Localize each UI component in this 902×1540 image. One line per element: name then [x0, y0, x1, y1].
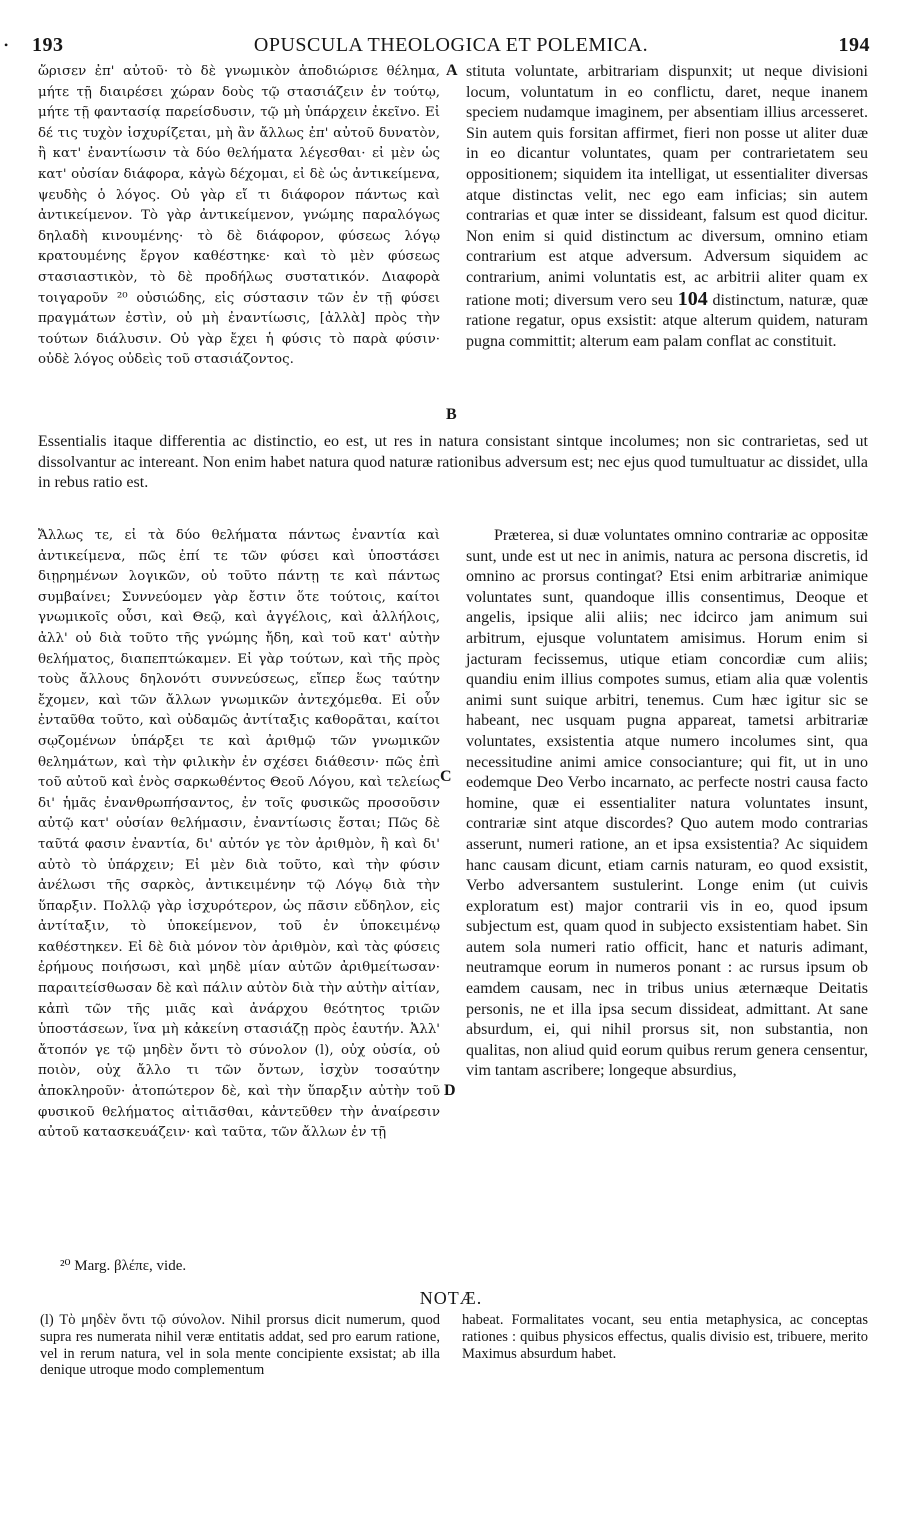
greek-column-bottom: Ἄλλως τε, εἰ τὰ δύο θελήματα πάντως ἐναντία καὶ ἀντικείμενα, πῶς ἐπί τε τῶν φύσει καὶ ὑποστάσει διῃρημένων λογικῶν, οὐ τοῦτο πάντῃ τε καὶ πάντως συμβαίνει; Συννεύομεν γὰρ ἔστιν ὅτε τούτοις, καίτοι γνωμικοῖς οὖσι, καὶ Θεῷ, καὶ ἀγγέλοις, καὶ ἀλλήλοις, ἀλλ' οὐ διὰ τοῦτο τῆς γνώμης ἤδη, καὶ τοῦ κατ' αὐτὴν θελήματος, διαπεπτώκαμεν. Εἰ γὰρ τούτων, καὶ τῆς πρὸς τοὺς ἄλλους δηλονότι συννεύσεως, εἴπερ ἕως ταύτην ἔχομεν, καὶ τῶν ἄλλων γνωμικῶν ἀντεχόμεθα. Εἰ οὖν ἐνταῦθα τοῦτο, καὶ οὐδαμῶς ἀντίταξις καθορᾶται, καίτοι σῳζομένων ὑπάρξει τε καὶ ἀριθμῷ τῶν γνωμικῶν θελημάτων, καὶ τὴν φιλικὴν ἐν σχέσει διάθεσιν· πῶς ἐπὶ τοῦ αὐτοῦ καὶ ἑνὸς σαρκωθέντος Θεοῦ Λόγου, καὶ τελείως δι' ἡμᾶς ἐνανθρωπήσαντος, ἐν τοῖς φυσικῶς προσοῦσιν αὐτῷ κατ' οὐσίαν θελήμασιν, ἐναντίωσις ἔσται; Πῶς δὲ ταῦτά φασιν ἐναντία, δι' αὐτόν γε τὸν ἀριθμὸν, ἢ καὶ δι' αὐτὸ τὸ ὑπάρχειν; Εἰ μὲν διὰ τοῦτο, καὶ τὴν φύσιν ἀνέλωσι τῆς σαρκὸς, ἀντικειμένην τῷ Λόγῳ διὰ τὴν ὕπαρξιν. Πολλῷ γὰρ ἰσχυρότερον, ὡς πᾶσιν εὔδηλον, εἰς ἀντίταξιν, τὸ ὑποκείμενον, τοῦ ἐν ὑποκειμένῳ καθέστηκεν. Εἰ δὲ διὰ μόνον τὸν ἀριθμὸν, καὶ τὰς φύσεις ἐρήμους ποιήσωσι, καὶ μηδὲ μίαν αὐτῶν ἀριθμείτωσαν· παραιτείσθωσαν δὲ καὶ πάλιν αὐτὸν διὰ τὴν αὐτὴν αἰτίαν, κἀπὶ τῶν τῆς μιᾶς καὶ ἀνάρχου θεότητος τριῶν ὑποστάσεων, ἵνα μὴ κἀκείνη στασιάζῃ πρὸς ἑαυτήν. Ἀλλ' ἄτοπόν γε τῷ μηδὲν ὄντι τὸ σύνολον (l), οὐχ οὐσία, οὐ ποιὸν, οὐχ ἄλλο τι τῶν ὄντων, ἰσχὺν τοσαύτην ἀποκληροῦν· ἀτοπώτερον δὲ, καὶ τὴν ὕπαρξιν αὐτὴν τοῦ φυσικοῦ θελήματος αἰτιᾶσθαι, κἀντεῦθεν τὴν ἀναίρεσιν αὐτοῦ κατασκευάζειν· καὶ ταῦτα, τῶν ἄλλων ἐν τῇ — [38, 528, 440, 1141]
latin-top-text-b: distinctum, naturæ, quæ ratione regatur, opus exsistit: atque alterum quidem, naturam pugna committit; alterum eam palam conflat ac constituit. — [466, 291, 868, 350]
latin-column-top — [466, 62, 868, 352]
running-title: OPUSCULA THEOLOGICA ET POLEMICA. — [253, 34, 649, 56]
notes-heading: NOTÆ. — [419, 1288, 483, 1308]
margin-letter-b: B — [446, 406, 457, 423]
latin-top-text-a: stituta voluntate, arbitrariam dispunxit; ut neque divisioni locum, voluntatum in eo conflictu, daret, neque inanem speciem nudamque imaginem, per absentiam illius arcesseret. Sin autem quis forsitan affirmet, fieri non posse ut aliter duæ in eo dicantur voluntates, quam per contrarietatem seu oppositionem; siquidem ita intelligat, ut essentialiter diversas atque distinctas velit, nec ego eam inficias; sin autem contrarias et quæ inter se dissideant, falsum est quod dicitur. Non enim si quid distinctum ac diversum, omnino etiam contrarium est atque adversum. Adversum siquidem ac contrarium, animi voluntatis est, ac arbitrii aliter quam ex ratione moti; diversum vero seu — [466, 63, 868, 309]
full-width-paragraph: Essentialis itaque differentia ac distinctio, eo est, ut res in natura consistant sintque incolumes; non sic contrarietas, sed ut dissolvantur ac intereant. Non enim habet natura quod naturæ rationibus adversum est; nec ejus quod tumultuatur ac dissidet, ulla in rebus ratio est. — [38, 433, 868, 492]
margin-letter-a: A — [446, 62, 458, 79]
note-left-column: (l) Τὸ μηδὲν ὄντι τῷ σύνολον. Nihil prorsus dicit numerum, quod supra res numerata nihil veræ entitatis addat, sed pro earum ratione, vel in rerum natura, vel in sola mente concipiente exsistat; ab illa denique utroque modo complementum — [40, 1312, 440, 1379]
margin-bullet: • — [4, 38, 9, 52]
footnote: ²⁰ Marg. βλέπε, vide. — [60, 1258, 187, 1274]
latin-column-bottom — [466, 526, 868, 1082]
left-page-number: 193 — [32, 34, 64, 56]
greek-column-top: ὥρισεν ἐπ' αὐτοῦ· τὸ δὲ γνωμικὸν ἀποδιώρισε θέλημα, μήτε τῇ διαιρέσει χώραν δοὺς τῷ στασιάζειν ἐν τούτῳ, μήτε τῇ φαντασίᾳ παρείσδυσιν, τῷ μὴ ὑπάρχειν ἐκεῖνο. Εἰ δέ τις τυχὸν ἰσχυρίζεται, μὴ ἂν ἄλλως ἐπ' αὐτοῦ δυνατὸν, ἢ κατ' ἐναντίωσιν τὰ δύο θελήματα λέγεσθαι· εἰ μὲν ὡς κατ' οὐσίαν διάφορα, κἀγὼ δέχομαι, εἰ δὲ ὡς ἀντικείμενα, ψευδὴς ὁ λόγος. Οὐ γὰρ εἴ τι διάφορον πάντως καὶ ἀντικείμενον. Τὸ γὰρ ἀντικείμενον, γνώμης παραλόγως δηλαδὴ κινουμένης· τὸ δὲ διάφορον, φύσεως λόγῳ κρατουμένης ἔργον καθέστηκε· καὶ τὸ μὲν φύσεως στασιαστικὸν, τὸ δὲ προδήλως συστατικόν. Διαφορὰ τοιγαροῦν ²⁰ οὐσιώδης, εἰς σύστασιν τῶν ἐν τῇ φύσει πραγμάτων ἐστὶν, οὐ μὴ ἐναντίωσις, [ἀλλὰ] πρὸς τὴν τούτων διάλυσιν. Οὐ γὰρ ἔχει ἡ φύσις τὸ παρὰ φύσιν· οὐδὲ λόγος οὐδεὶς τοῦ στασιάζοντος. — [38, 64, 440, 368]
migne-column-number: 104 — [677, 287, 708, 310]
right-page-number: 194 — [838, 34, 870, 56]
note-right-column: habeat. Formalitates vocant, seu entia metaphysica, ac conceptas rationes : quibus physicos effectus, qualis divisio est, tribuere, merito Maximus absurdum habet. — [462, 1312, 868, 1362]
latin-bottom-text: Præterea, si duæ voluntates omnino contrariæ ac oppositæ sunt, unde est ut nec in animis, natura ac persona discretis, id omnino ac prorsus contingat? Etsi enim arbitrariæ animique voluntates sunt, quandoque illis consentimus, Deoque et angelis, ipsique alii aliis; nec idcirco jam animum sui arbitrum, ejusque voluntatem amisimus. Horum enim si jacturam fecissemus, utique etiam concordiæ cum aliis; quandiu enim illius compotes sumus, etiam alia quæ volentis animi sunt suique arbitri, tenemus. Cum hæc igitur sic se habeant, nec usquam pugna appareat, tametsi arbitrariæ voluntates, exsistentia atque numero incolumes sint, qua necessitudine animi amice consocianture; qui fit, ut in uno eodemque Deo Verbo incarnato, ac perfecte nostri causa facto homine, quæ ei essentialiter natura voluntates insunt, contrariæ sint atque discordes? Quo autem modo contrarias asserunt, numeri ratione, an et ipsa exsistentia? Ac siquidem hanc causam dicunt, etiam carnis naturam, eo quod exsistit, Verbo adversantem sustulerint. Longe enim (ut cuivis exploratum est) major contrarii vis in eo, quod ipsum subjectum est, quam quod in subjecto exsistentiam habet. Sin autem sola numeri ratio officit, hanc et naturis adimant, neutramque eorum in numeros ponant : ac rursus ipsum ob eamdem causam, nec in tribus unius æternæque Deitatis personis, ne et illa ipsa secum dissideat, admittant. At sane absurdum, ei, qui nihil prorsus sit, non substantia, non qualitas, non aliud quid eorum quibus rerum genera censentur, vim tantam ascribere; longeque absurdius, — [466, 527, 868, 1080]
margin-letter-c: C — [440, 768, 452, 785]
margin-letter-d: D — [444, 1082, 456, 1099]
